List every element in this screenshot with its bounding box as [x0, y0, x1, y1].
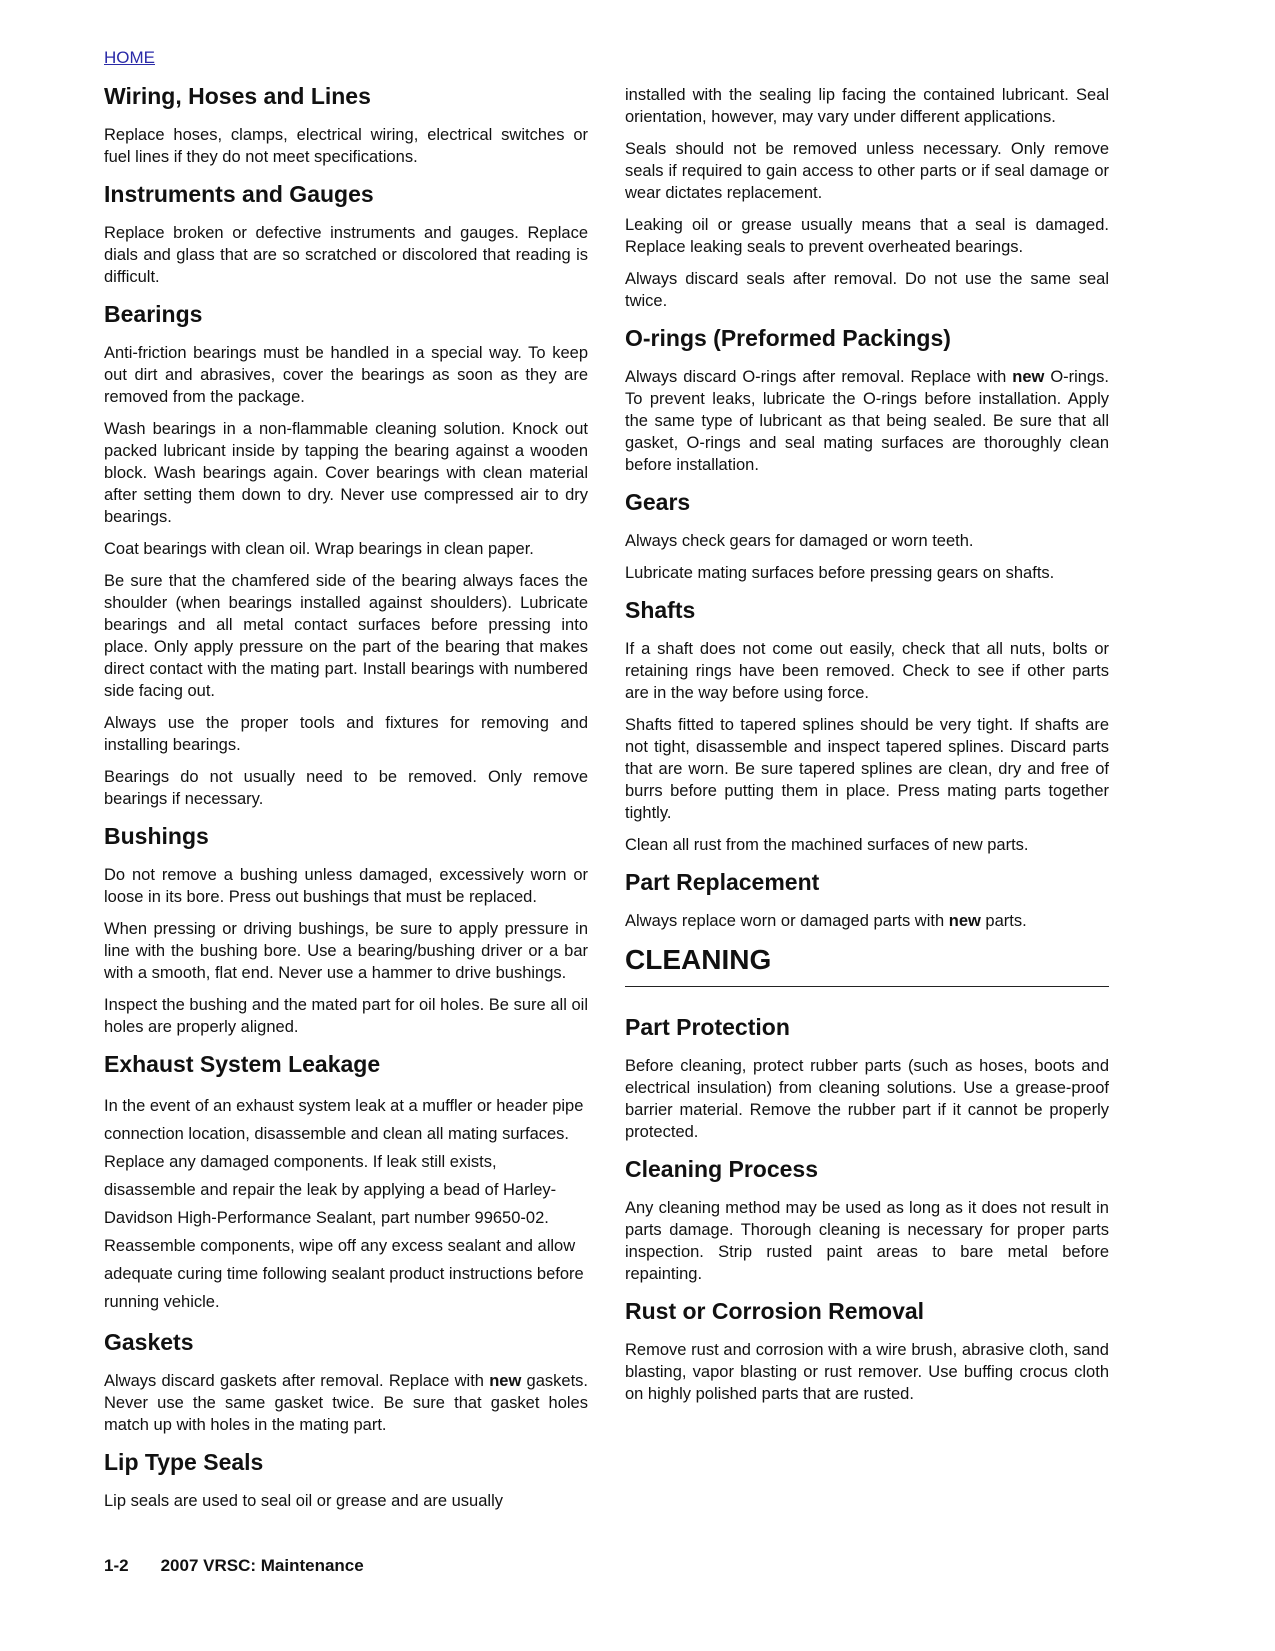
section-title-shafts: Shafts	[625, 597, 696, 623]
section-title-wiring: Wiring, Hoses and Lines	[104, 83, 371, 109]
section-title-exhaust: Exhaust System Leakage	[104, 1051, 381, 1077]
section-title-orings: O-rings (Preformed Packings)	[625, 325, 951, 351]
paragraph: Bearings do not usually need to be removed. Only remove bearings if necessary.	[104, 768, 588, 808]
page-number: 1-2	[104, 1556, 129, 1575]
section-title-rust-removal: Rust or Corrosion Removal	[625, 1298, 925, 1324]
paragraph: Always check gears for damaged or worn teeth.	[625, 532, 974, 550]
section-title-instruments: Instruments and Gauges	[104, 181, 374, 207]
paragraph: Any cleaning method may be used as long as it does not result in parts damage. Thorough cleaning is necessary for proper parts inspection. Strip rusted paint areas to bare metal before repainting.	[625, 1199, 1109, 1283]
paragraph: Always discard O-rings after removal. Replace with new O-rings. To prevent leaks, lubricate the O-rings before installation. Apply the same type of lubricant as that being sealed. Be sure that all gasket, O-rings and seal mating surfaces are thoroughly clean before installation.	[625, 368, 1109, 474]
paragraph: installed with the sealing lip facing the contained lubricant. Seal orientation, however, may vary under different applications.	[625, 86, 1109, 126]
paragraph: Clean all rust from the machined surfaces of new parts.	[625, 836, 1029, 854]
section-title-bearings: Bearings	[104, 301, 203, 327]
paragraph: In the event of an exhaust system leak at a muffler or header pipe connection location, disassemble and clean all mating surfaces. Replace any damaged components. If leak still exists, disassemble and repair the leak by applying a bead of Harley-Davidson High-Performance Sealant, part number 99650-02. Reassemble components, wipe off any excess sealant and allow adequate curing time following sealant product instructions before running vehicle.	[104, 1097, 584, 1311]
paragraph: Lubricate mating surfaces before pressing gears on shafts.	[625, 564, 1055, 582]
paragraph: Seals should not be removed unless necessary. Only remove seals if required to gain access to other parts or if seal damage or wear dictates replacement.	[625, 140, 1109, 202]
right-column	[625, 84, 1109, 1417]
paragraph: Always discard seals after removal. Do not use the same seal twice.	[625, 270, 1109, 310]
paragraph: Always discard gaskets after removal. Replace with new gaskets. Never use the same gasket twice. Be sure that gasket holes match up with holes in the mating part.	[104, 1372, 588, 1434]
paragraph: When pressing or driving bushings, be sure to apply pressure in line with the bushing bore. Use a bearing/bushing driver or a bar with a smooth, flat end. Never use a hammer to drive bushings.	[104, 920, 588, 982]
section-title-part-replacement: Part Replacement	[625, 869, 820, 895]
section-title-part-protection: Part Protection	[625, 1014, 790, 1040]
page-footer	[104, 1556, 396, 1576]
paragraph: Always replace worn or damaged parts with new parts.	[625, 912, 1027, 930]
section-title-bushings: Bushings	[104, 823, 209, 849]
left-column	[104, 82, 588, 1524]
paragraph: Remove rust and corrosion with a wire brush, abrasive cloth, sand blasting, vapor blasting or rust remover. Use buffing crocus cloth on highly polished parts that are rusted.	[625, 1341, 1109, 1403]
paragraph: Lip seals are used to seal oil or grease and are usually	[104, 1492, 503, 1510]
home-link[interactable]: HOME	[104, 48, 155, 67]
paragraph: If a shaft does not come out easily, check that all nuts, bolts or retaining rings have been removed. Check to see if other parts are in the way before using force.	[625, 640, 1109, 702]
section-title-gaskets: Gaskets	[104, 1329, 194, 1355]
paragraph: Inspect the bushing and the mated part for oil holes. Be sure all oil holes are properly aligned.	[104, 996, 588, 1036]
paragraph: Always use the proper tools and fixtures for removing and installing bearings.	[104, 714, 588, 754]
paragraph: Wash bearings in a non-flammable cleaning solution. Knock out packed lubricant inside by tapping the bearing against a wooden block. Wash bearings again. Cover bearings with clean material after setting them down to dry. Never use compressed air to dry bearings.	[104, 420, 588, 526]
paragraph: Replace broken or defective instruments and gauges. Replace dials and glass that are so scratched or discolored that reading is difficult.	[104, 224, 588, 286]
section-title-cleaning-process: Cleaning Process	[625, 1156, 819, 1182]
section-title-gears: Gears	[625, 489, 691, 515]
paragraph: Replace hoses, clamps, electrical wiring, electrical switches or fuel lines if they do not meet specifications.	[104, 126, 588, 166]
paragraph: Be sure that the chamfered side of the bearing always faces the shoulder (when bearings installed against shoulders). Lubricate bearings and all metal contact surfaces before pressing into place. Only apply pressure on the part of the bearing that makes direct contact with the mating part. Install bearings with numbered side facing out.	[104, 572, 588, 700]
paragraph: Leaking oil or grease usually means that a seal is damaged. Replace leaking seals to prevent overheated bearings.	[625, 216, 1109, 256]
paragraph: Before cleaning, protect rubber parts (such as hoses, boots and electrical insulation) from cleaning solutions. Use a grease-proof barrier material. Remove the rubber part if it cannot be properly protected.	[625, 1057, 1109, 1141]
manual-title: 2007 VRSC: Maintenance	[160, 1556, 364, 1575]
paragraph: Do not remove a bushing unless damaged, excessively worn or loose in its bore. Press out bushings that must be replaced.	[104, 866, 588, 906]
section-title-lip-seals: Lip Type Seals	[104, 1449, 264, 1475]
paragraph: Anti-friction bearings must be handled in a special way. To keep out dirt and abrasives, cover the bearings as soon as they are removed from the package.	[104, 344, 588, 406]
paragraph: Coat bearings with clean oil. Wrap bearings in clean paper.	[104, 540, 534, 558]
chapter-title-cleaning: CLEANING	[625, 944, 1109, 987]
paragraph: Shafts fitted to tapered splines should be very tight. If shafts are not tight, disassemble and inspect tapered splines. Discard parts that are worn. Be sure tapered splines are clean, dry and free of burrs before putting them in place. Press mating parts together tightly.	[625, 716, 1109, 822]
